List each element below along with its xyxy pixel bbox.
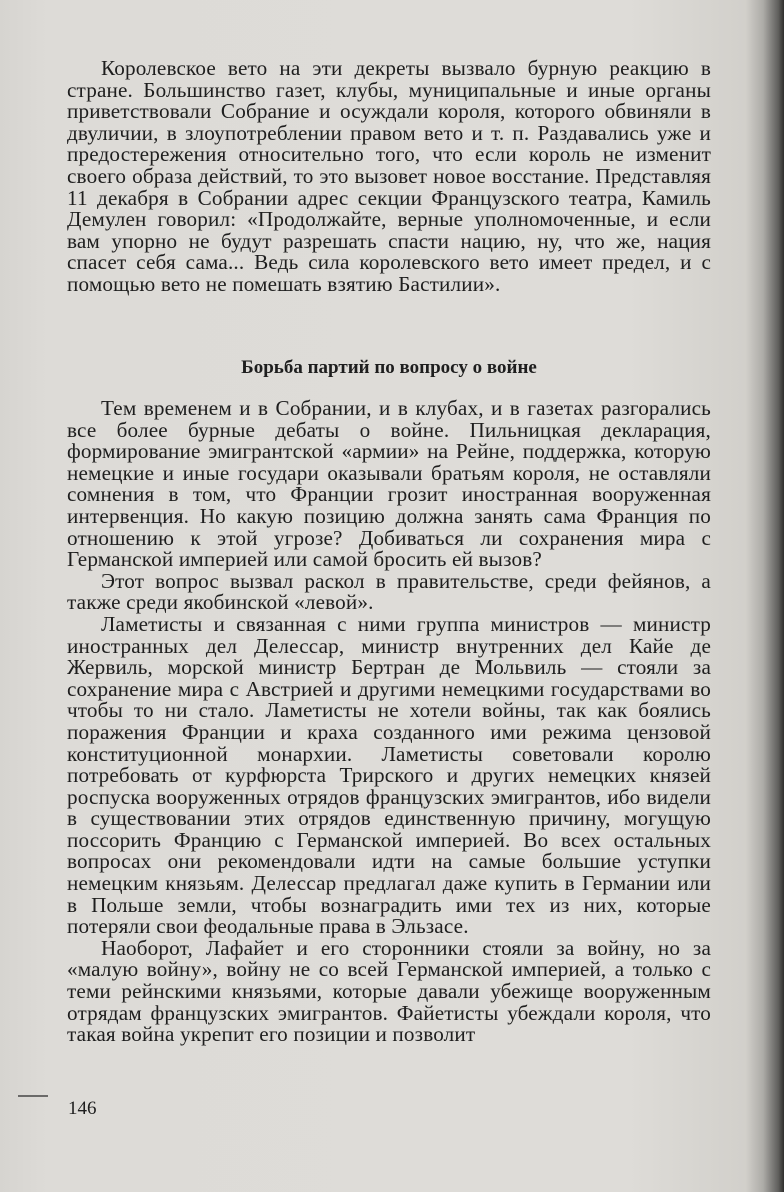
paragraph-lafayette: Наоборот, Лафайет и его сторонники стояли за войну, но за «малую войну», войну не со всей Германской империей, а только с теми рейнскими князьями, которые давали убежище вооруженным отрядам французских эмигрантов. Файетисты убеждали короля, что такая война укрепит его позиции и позволит [67, 935, 711, 1047]
book-spine-shadow [746, 0, 784, 1192]
page-number: 146 [68, 1098, 97, 1119]
lower-text-block [67, 398, 711, 1046]
margin-mark [18, 1095, 48, 1097]
paragraph-lamethists: Ламетисты и связанная с ними группа министров — министр иностранных дел Делессар, министр внутренних дел Кайе де Жервиль, морской министр Бертран де Мольвиль — стояли за сохранение мира с Австрией и другими немецкими государствами во чтобы то ни стало. Ламетисты не хотели войны, так как боялись поражения Франции и краха созданного ими режима цензовой конституционной монархии. Ламетисты советовали королю потребовать от курфюрста Трирского и других немецких князей роспуска вооруженных отрядов французских эмигрантов, ибо видели в существовании этих отрядов единственную причину, могущую поссорить Францию с Германской империей. Во всех остальных вопросах они рекомендовали идти на самые большие уступки немецким князьям. Делессар предлагал даже купить в Германии или в Польше земли, чтобы вознаградить ими тех из них, которые потеряли свои феодальные права в Эльзасе. [67, 611, 711, 939]
paragraph-war-debates: Тем временем и в Собрании, и в клубах, и в газетах разгорались все более бурные дебаты о войне. Пильницкая декларация, формирование эмигрантской «армии» на Рейне, поддержка, которую немецкие и иные государи оказывали братьям короля, не оставляли сомнения в том, что Франции грозит иностранная вооруженная интервенция. Но какую позицию должна занять сама Франция по отношению к этой угрозе? Добиваться ли сохранения мира с Германской империей или самой бросить ей вызов? [67, 396, 711, 572]
upper-text-block [67, 58, 711, 296]
section-heading: Борьба партий по вопросу о войне [241, 357, 537, 378]
paragraph-split: Этот вопрос вызвал раскол в правительстве, среди фейянов, а также среди якобинской «левой». [67, 568, 711, 615]
paragraph-royal-veto: Королевское вето на эти декреты вызвало бурную реакцию в стране. Большинство газет, клубы, муниципальные и иные органы приветствовали Собрание и осуждали короля, которого обвиняли в двуличии, в злоупотреблении правом вето и т. п. Раздавались уже и предостережения относительно того, что если король не изменит своего образа действий, то это вызовет новое восстание. Представляя 11 декабря в Собрании адрес секции Французского театра, Камиль Демулен говорил: «Продолжайте, верные уполномоченные, и если вам упорно не будут разрешать спасти нацию, ну, что же, нация спасет себя сама... Ведь сила королевского вето имеет предел, и с помощью вето не помешать взятию Бастилии». [67, 56, 711, 296]
